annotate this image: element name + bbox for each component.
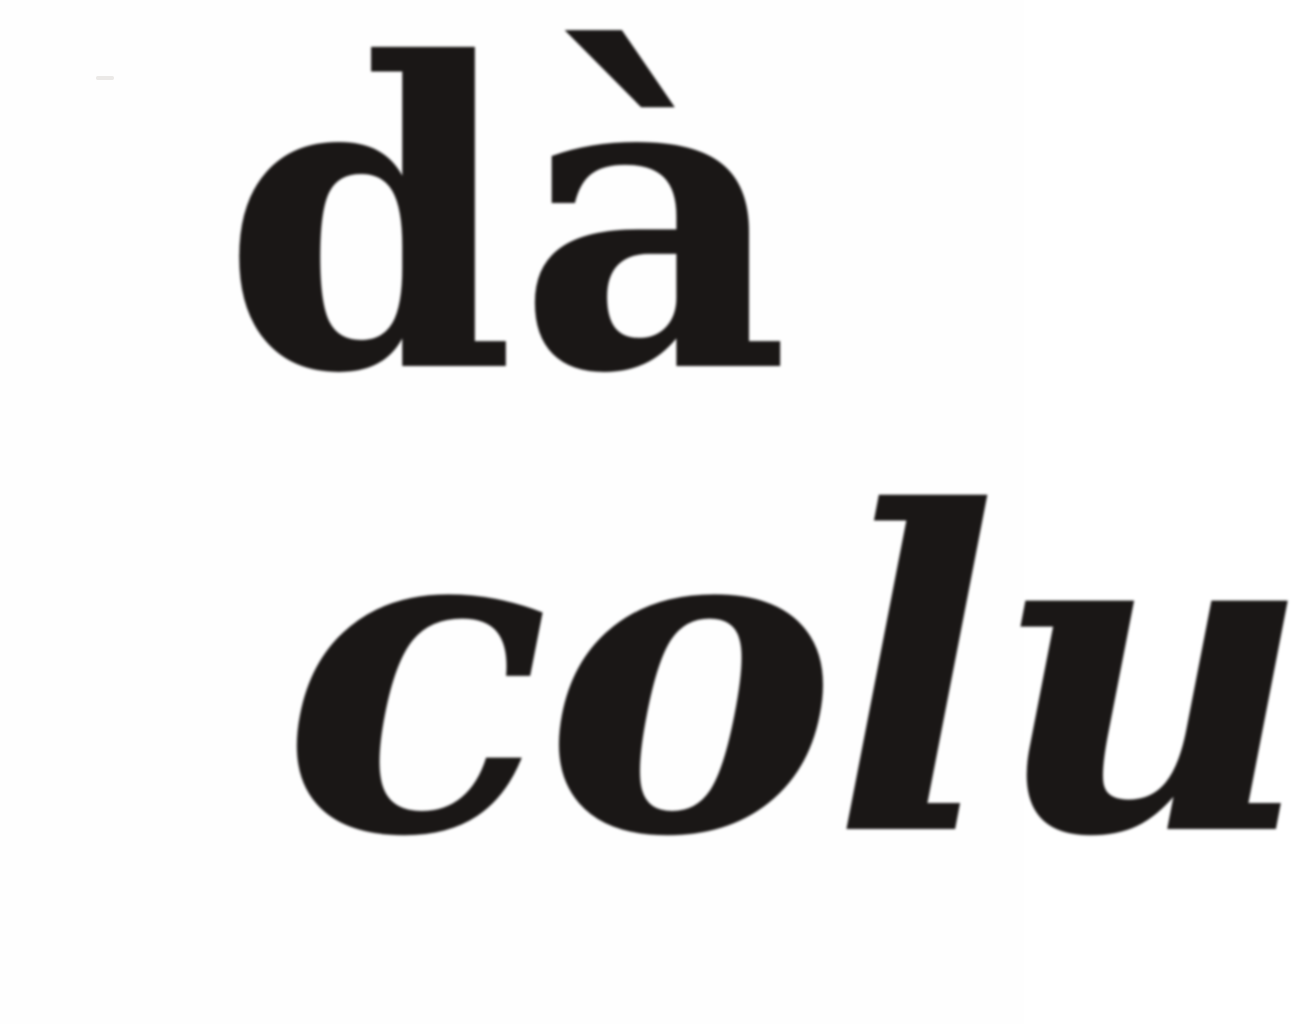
text-line-1: dà <box>222 0 792 466</box>
paper-speck <box>96 76 114 80</box>
text-line-2: colu <box>282 416 1306 933</box>
